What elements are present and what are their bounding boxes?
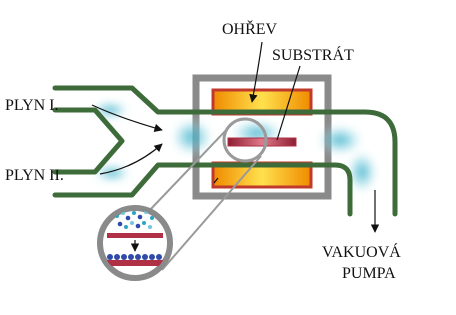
label-heating: OHŘEV	[222, 21, 278, 38]
label-gas-1: PLYN I.	[5, 97, 59, 114]
substrate	[228, 138, 296, 146]
label-pump-line1: VAKUOVÁ	[322, 244, 401, 261]
inset-substrate-top	[107, 233, 163, 238]
magnifier-inset-icon	[100, 206, 170, 278]
label-gas-2: PLYN II.	[5, 167, 64, 184]
label-substrate: SUBSTRÁT	[272, 47, 354, 64]
label-pump-line2: PUMPA	[342, 265, 396, 282]
inset-substrate-bottom	[105, 260, 165, 266]
